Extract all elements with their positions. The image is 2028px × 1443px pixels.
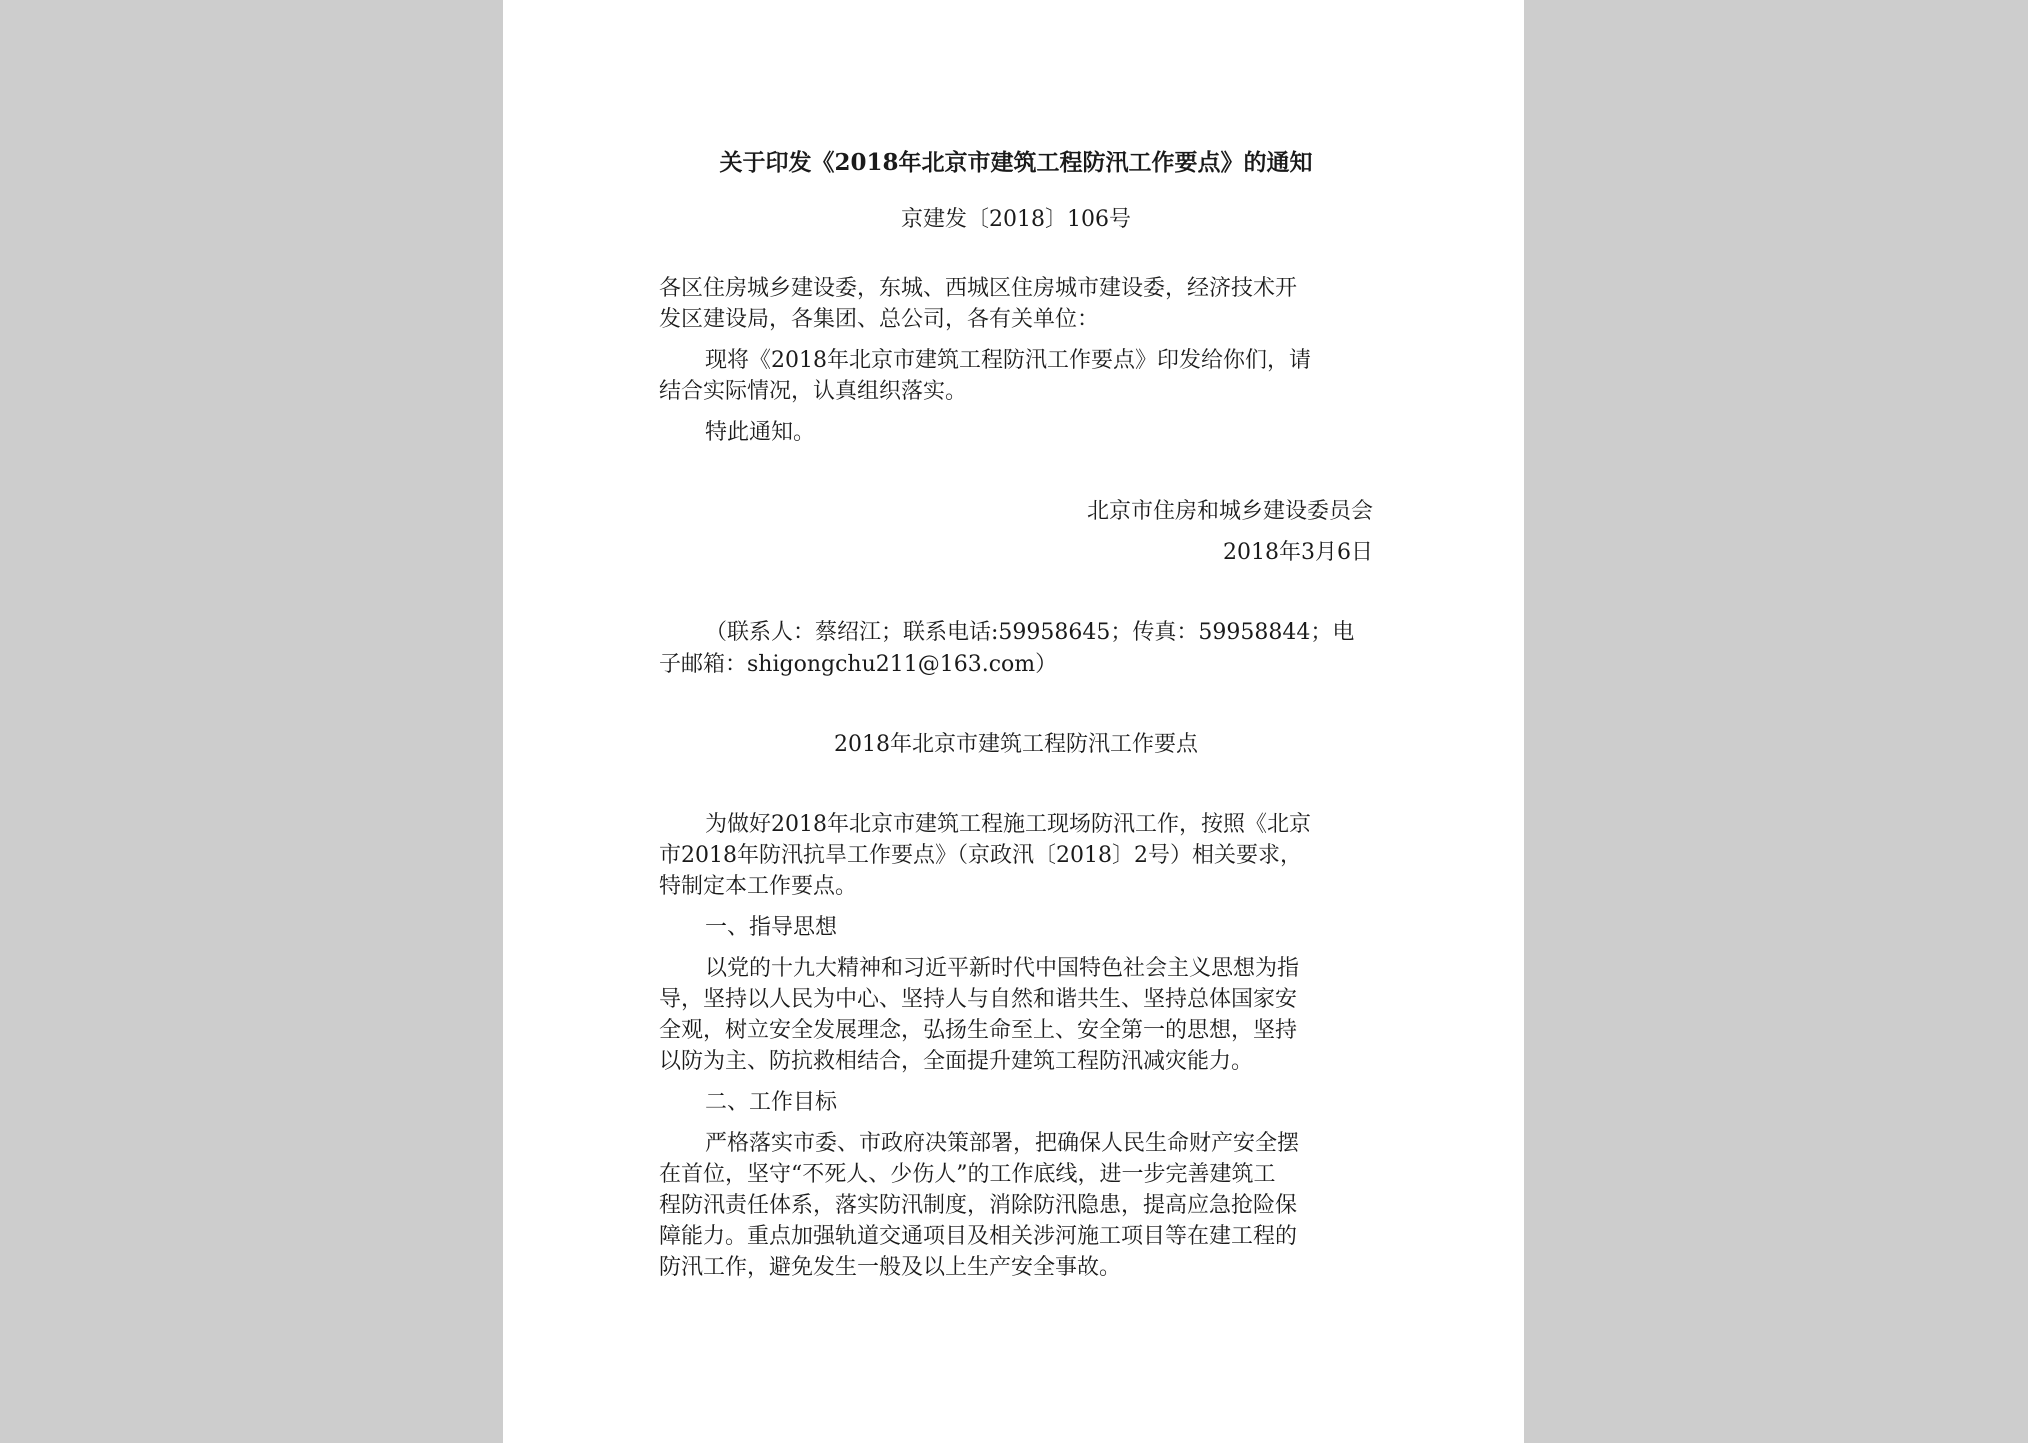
section-line: 以党的十九大精神和习近平新时代中国特色社会主义思想为指 — [705, 956, 1300, 981]
document-number: 京建发〔2018〕106号 — [901, 207, 1131, 232]
notice-body-line: 结合实际情况，认真组织落实。 — [659, 379, 968, 404]
intro-line: 为做好2018年北京市建筑工程施工现场防汛工作，按照《北京 — [705, 812, 1311, 837]
section-line: 程防汛责任体系，落实防汛制度，消除防汛隐患，提高应急抢险保 — [659, 1193, 1298, 1218]
contact-line: 子邮箱：shigongchu211@163.com） — [659, 652, 1058, 677]
notice-closing: 特此通知。 — [705, 420, 816, 445]
intro-line: 市2018年防汛抗旱工作要点》（京政汛〔2018〕2号）相关要求， — [659, 843, 1302, 868]
issuer-name: 北京市住房和城乡建设委员会 — [1086, 499, 1373, 524]
section-line: 全观，树立安全发展理念，弘扬生命至上、安全第一的思想，坚持 — [659, 1018, 1298, 1043]
section-line: 以防为主、防抗救相结合，全面提升建筑工程防汛减灾能力。 — [659, 1049, 1254, 1074]
section-heading: 二、工作目标 — [705, 1090, 838, 1115]
section-line: 严格落实市委、市政府决策部署，把确保人民生命财产安全摆 — [705, 1131, 1300, 1156]
intro-line: 特制定本工作要点。 — [659, 874, 858, 899]
addressee-line: 发区建设局，各集团、总公司，各有关单位： — [659, 307, 1100, 332]
section-line: 在首位，坚守“不死人、少伤人”的工作底线，进一步完善建筑工 — [659, 1162, 1276, 1187]
addressee-line: 各区住房城乡建设委，东城、西城区住房城市建设委，经济技术开 — [659, 276, 1298, 301]
document-page — [503, 0, 1524, 1443]
issue-date: 2018年3月6日 — [1223, 540, 1373, 565]
section-line: 导，坚持以人民为中心、坚持人与自然和谐共生、坚持总体国家安 — [659, 987, 1298, 1012]
section-line: 防汛工作，避免发生一般及以上生产安全事故。 — [659, 1255, 1122, 1280]
section-line: 障能力。重点加强轨道交通项目及相关涉河施工项目等在建工程的 — [659, 1224, 1298, 1249]
attachment-title: 2018年北京市建筑工程防汛工作要点 — [834, 732, 1198, 757]
notice-title: 关于印发《2018年北京市建筑工程防汛工作要点》的通知 — [719, 149, 1313, 176]
notice-body-line: 现将《2018年北京市建筑工程防汛工作要点》印发给你们，请 — [705, 348, 1311, 373]
contact-line: （联系人：蔡绍江；联系电话:59958645；传真：59958844；电 — [705, 620, 1355, 645]
section-heading: 一、指导思想 — [705, 915, 838, 940]
